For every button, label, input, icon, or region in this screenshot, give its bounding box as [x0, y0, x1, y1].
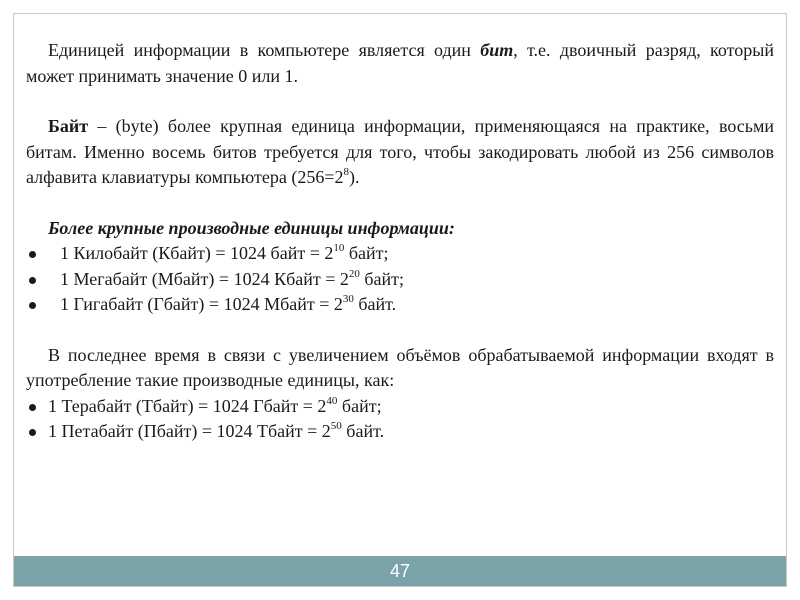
list-item: 1 Терабайт (Тбайт) = 1024 Гбайт = $2^{40}$ байт; — [26, 394, 774, 420]
list-item: 1 Мегабайт (Мбайт) = 1024 Кбайт = $2^{20}$ байт; — [26, 267, 774, 293]
term-byte: Байт — [48, 116, 89, 136]
term-bit: бит — [480, 40, 514, 60]
list-item: 1 Килобайт (Кбайт) = 1024 байт = $2^{10}$ байт; — [26, 241, 774, 267]
derived-units-list — [26, 241, 774, 318]
paragraph-byte: Байт – (byte) более крупная единица информации, применяющаяся на практике, восьми битам. Именно восемь битов требуется для того, чтобы закодировать любой из 256 символов алфавита клавиатуры компьютера $(256=2^8)$. — [26, 116, 774, 187]
footer-bar — [14, 556, 786, 586]
page-number: 47 — [389, 561, 411, 581]
large-units-list — [26, 394, 774, 445]
list-item: 1 Петабайт (Пбайт) = 1024 Тбайт = $2^{50}$ байт. — [26, 419, 774, 445]
slide-content — [26, 38, 774, 445]
list-item: 1 Гигабайт (Гбайт) = 1024 Мбайт = $2^{30}$ байт. — [26, 292, 774, 318]
section-heading: Более крупные производные единицы информации: — [48, 217, 455, 238]
paragraph-recent: В последнее время в связи с увеличением объёмов обрабатываемой информации входят в употребление такие производные единицы, как: — [26, 344, 774, 390]
exponent: 8 — [343, 166, 350, 178]
paragraph-bit: Единицей информации в компьютере является один бит, т.е. двоичный разряд, который может принимать значение 0 или 1. — [26, 40, 774, 86]
slide — [13, 13, 787, 587]
